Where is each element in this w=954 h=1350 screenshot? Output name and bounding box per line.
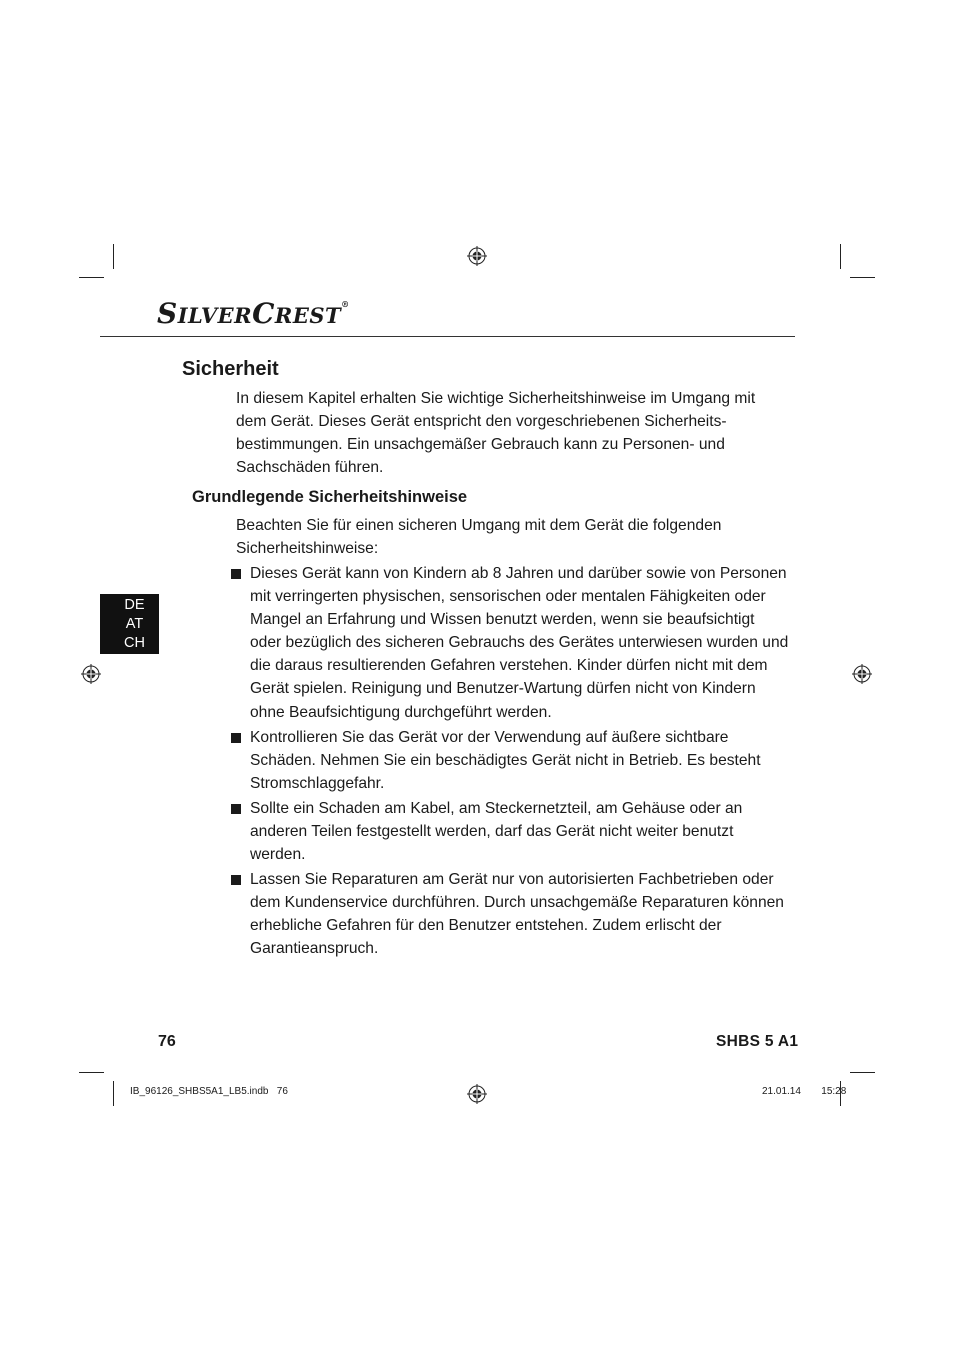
crop-mark [79,1072,104,1073]
page-number: 76 [158,1033,176,1050]
logo-letter: S [157,297,178,330]
list-item [230,797,790,866]
registration-mark-icon [852,664,872,684]
subsection-lead: Beachten Sie für einen sicheren Umgang mit dem Gerät die folgenden Sicherheitshinweise: [236,517,722,558]
header-rule [100,336,795,337]
crop-mark [79,277,104,278]
registration-mark-icon [467,1084,487,1104]
brand-logo [157,297,350,330]
crop-mark [840,244,841,269]
crop-mark [850,277,875,278]
list-item [230,726,790,795]
safety-list [230,562,790,962]
subsection-title: Grundlegende Sicherheitshinweise [192,488,468,506]
square-bullet-icon [231,569,241,579]
print-slug-datetime: 21.01.14 15:28 [762,1086,847,1097]
print-slug-file: IB_96126_SHBS5A1_LB5.indb 76 [130,1086,288,1097]
square-bullet-icon [231,804,241,814]
language-tab [100,594,159,654]
registration-mark-icon [81,664,101,684]
registration-mark-icon [467,246,487,266]
section-title: Sicherheit [182,358,279,380]
section-intro: In diesem Kapitel erhalten Sie wichtige Sicherheitshinweise im Umgang mit dem Gerät. Dieses Gerät entspricht den vorgeschriebenen Sicherheitsbestimmungen. Ein unsachgemäßer Gebrauch kann zu Personen- und Sachschäden führen. [236,390,756,477]
list-item [230,562,790,724]
language-code: AT [125,616,144,632]
list-item-text: Sollte ein Schaden am Kabel, am Steckernetzteil, am Gehäuse oder an anderen Teilen festgestellt werden, darf das Gerät nicht weiter benutzt werden. [250,799,743,863]
list-item-text: Dieses Gerät kann von Kindern ab 8 Jahren und darüber sowie von Personen mit verringerten physischen, sensorischen oder mentalen Fähigkeiten oder Mangel an Erfahrung und Wissen benutzt werden, wenn sie beaufsichtigt oder bezüglich des sicheren Gebrauchs des Gerätes unterwiesen wurden und die daraus resultierenden Gefahren verstehen. Kinder dürfen nicht mit dem Gerät spielen. Reinigung und Benutzer-Wartung dürfen nicht von Kindern ohne Beaufsichtigung durchgeführt werden. [250,565,789,721]
crop-mark [113,1081,114,1106]
square-bullet-icon [231,733,241,743]
logo-letters: REST [274,303,342,328]
language-code: CH [124,635,145,651]
square-bullet-icon [231,875,241,885]
logo-letters: ILVER [177,303,253,328]
language-code: DE [124,597,145,613]
list-item [230,868,790,960]
crop-mark [850,1072,875,1073]
model-number: SHBS 5 A1 [716,1033,799,1050]
list-item-text: Lassen Sie Reparaturen am Gerät nur von autorisierten Fachbetrieben oder dem Kundenservice durchführen. Durch unsachgemäße Reparaturen können erhebliche Gefahren für den Benutzer entstehen. Zudem erlischt der Garantieanspruch. [250,870,784,958]
trademark-symbol: ® [341,299,350,309]
list-item-text: Kontrollieren Sie das Gerät vor der Verwendung auf äußere sichtbare Schäden. Nehmen Sie ein beschädigtes Gerät nicht in Betrieb. Es besteht Stromschlaggefahr. [250,728,761,792]
logo-letter: C [252,297,275,330]
crop-mark [113,244,114,269]
